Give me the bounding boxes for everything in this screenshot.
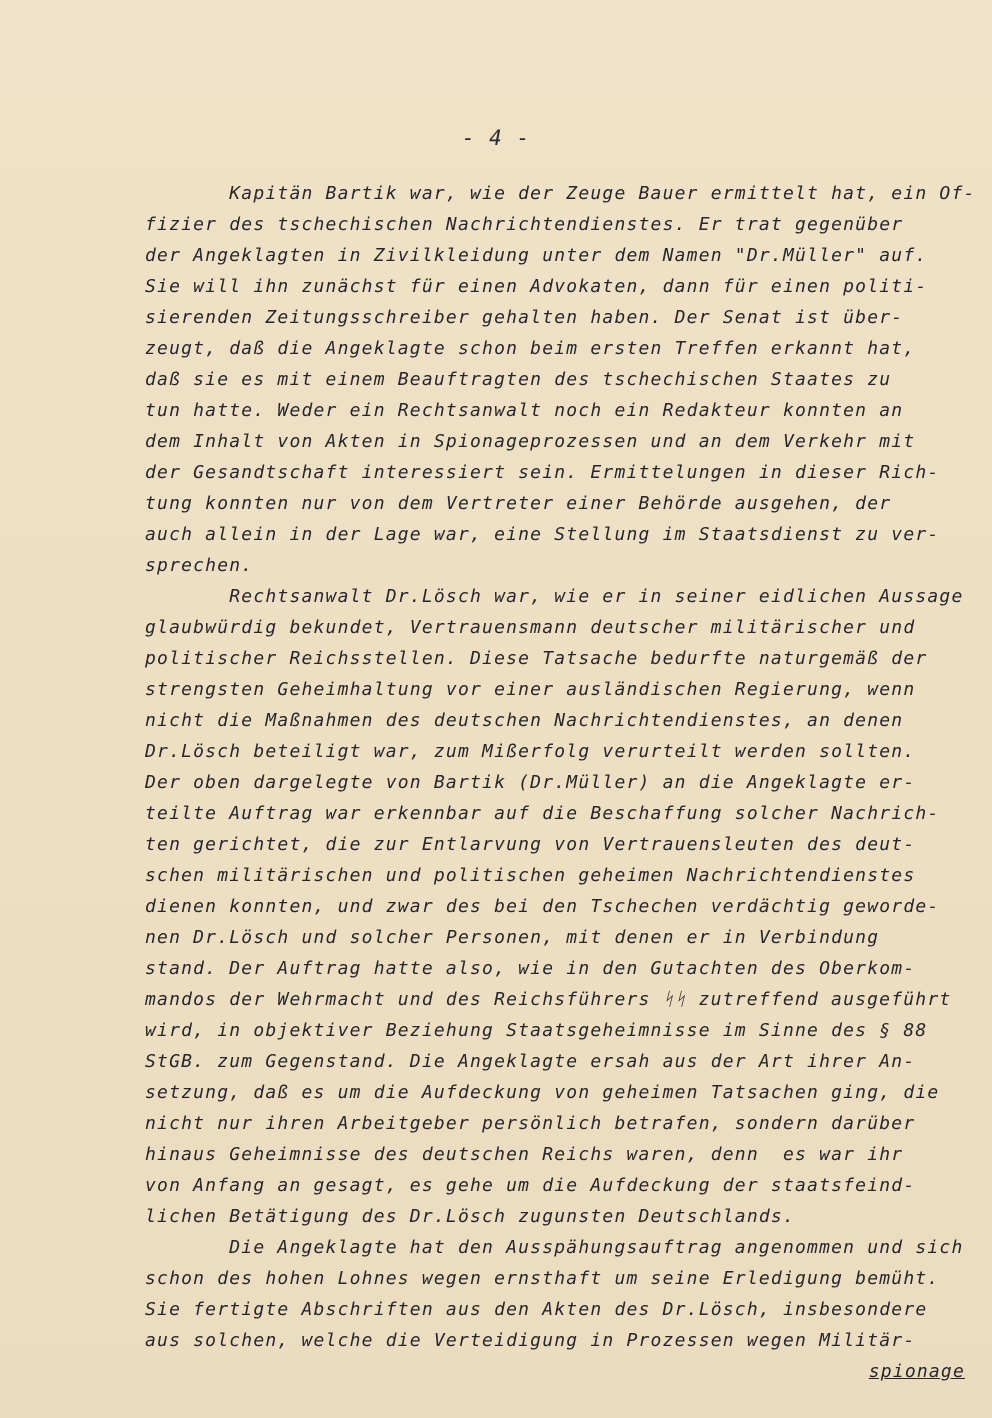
text-line: hinaus Geheimnisse des deutschen Reichs waren, denn es war ihr [145,1144,904,1165]
catchword: spionage [868,1361,965,1382]
text-line: wird, in objektiver Beziehung Staatsgeheimnisse im Sinne des § 88 [145,1020,928,1041]
text-line: sprechen. [145,555,254,576]
text-line: der Angeklagten in Zivilkleidung unter dem Namen "Dr.Müller" auf. [145,245,928,266]
text-line: auch allein in der Lage war, eine Stellung im Staatsdienst zu ver- [145,524,940,545]
text-line: StGB. zum Gegenstand. Die Angeklagte ersah aus der Art ihrer An- [145,1051,916,1072]
text-line: Der oben dargelegte von Bartik (Dr.Müller) an die Angeklagte er- [145,772,916,793]
text-line: fizier des tschechischen Nachrichtendienstes. Er trat gegenüber [145,214,904,235]
text-line: stand. Der Auftrag hatte also, wie in den Gutachten des Oberkom- [145,958,916,979]
text-line: sierenden Zeitungsschreiber gehalten haben. Der Senat ist über- [145,307,904,328]
text-line: nicht die Maßnahmen des deutschen Nachrichtendienstes, an denen [145,710,904,731]
text-line: daß sie es mit einem Beauftragten des tschechischen Staates zu [145,369,892,390]
text-line: Sie fertigte Abschriften aus den Akten des Dr.Lösch, insbesondere [145,1299,928,1320]
text-line: politischer Reichsstellen. Diese Tatsache bedurfte naturgemäß der [145,648,928,669]
text-line: teilte Auftrag war erkennbar auf die Beschaffung solcher Nachrich- [145,803,940,824]
text-line: nicht nur ihren Arbeitgeber persönlich betrafen, sondern darüber [145,1113,916,1134]
text-line: glaubwürdig bekundet, Vertrauensmann deutscher militärischer und [145,617,916,638]
page-number: - 4 - [461,126,531,150]
text-line: von Anfang an gesagt, es gehe um die Aufdeckung der staatsfeind- [145,1175,916,1196]
text-line: Dr.Lösch beteiligt war, zum Mißerfolg verurteilt werden sollten. [145,741,916,762]
body-text [145,178,975,1387]
text-line: Sie will ihn zunächst für einen Advokaten, dann für einen politi- [145,276,928,297]
text-line: schen militärischen und politischen geheimen Nachrichtendienstes [145,865,916,886]
text-line: dem Inhalt von Akten in Spionageprozessen und an dem Verkehr mit [145,431,916,452]
text-line: nen Dr.Lösch und solcher Personen, mit denen er in Verbindung [145,927,880,948]
text-line: aus solchen, welche die Verteidigung in Prozessen wegen Militär- [145,1330,916,1351]
text-line: Kapitän Bartik war, wie der Zeuge Bauer ermittelt hat, ein Of- [145,183,976,204]
text-line: Die Angeklagte hat den Ausspähungsauftrag angenommen und sich [145,1237,964,1258]
text-line: tung konnten nur von dem Vertreter einer Behörde ausgehen, der [145,493,892,514]
text-line: zeugt, daß die Angeklagte schon beim ersten Treffen erkannt hat, [145,338,916,359]
text-line: setzung, daß es um die Aufdeckung von geheimen Tatsachen ging, die [145,1082,940,1103]
text-line: der Gesandtschaft interessiert sein. Ermittelungen in dieser Rich- [145,462,940,483]
text-line: lichen Betätigung des Dr.Lösch zugunsten Deutschlands. [145,1206,795,1227]
text-line: strengsten Geheimhaltung vor einer ausländischen Regierung, wenn [145,679,916,700]
text-line: tun hatte. Weder ein Rechtsanwalt noch ein Redakteur konnten an [145,400,904,421]
text-line: schon des hohen Lohnes wegen ernsthaft um seine Erledigung bemüht. [145,1268,940,1289]
text-line: dienen konnten, und zwar des bei den Tschechen verdächtig geworde- [145,896,940,917]
text-line: mandos der Wehrmacht und des Reichsführers ᛋᛋ zutreffend ausgeführt [145,989,952,1010]
text-line: Rechtsanwalt Dr.Lösch war, wie er in seiner eidlichen Aussage [145,586,964,607]
text-line: ten gerichtet, die zur Entlarvung von Vertrauensleuten des deut- [145,834,916,855]
